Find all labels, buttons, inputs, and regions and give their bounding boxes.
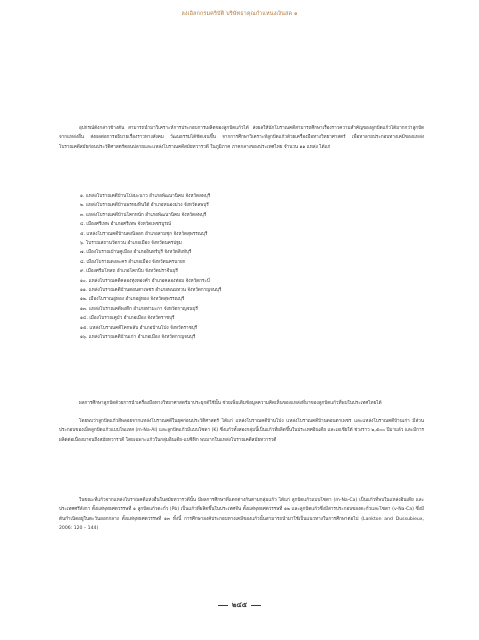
list-item: ๒. แหล่งโบราณคดีบ้านพรหมทินใต้ อำเภอหนองม่วง จังหวัดลพบุรี: [80, 203, 209, 209]
list-item: ๑. แหล่งโบราณคดีบ้านโป่งมะนาว อำเภอพัฒนานิคม จังหวัดลพบุรี: [80, 194, 211, 199]
list-item: ๙. เมืองศรีมโหสถ อำเภอโคกปีบ จังหวัดปราจีนบุรี: [80, 269, 178, 275]
footer-rule-left: [218, 605, 228, 606]
running-header: ลงเอิลกกรมคริบัติ บริษัทธาคุณกำแหนงเงินสด ๑: [181, 11, 298, 17]
list-item: ๔. เมืองศรีเทพ อำเภอศรีเทพ จังหวัดเพชรบูรณ์: [80, 222, 171, 228]
list-item: ๘. เมืองโบราณดงละคร อำเภอเมือง จังหวัดนครนายก: [80, 259, 186, 265]
list-item: ๑๓. แหล่งโบราณคดีพงตึก อำเภอท่ามะกา จังหวัดกาญจนบุรี: [80, 306, 198, 312]
paragraph-dvaravati: ในขณะที่แก้วจากแหล่งโบราณคดีแห่งอื่นในสมัยทวารวดีนั้น มีผลการศึกษาที่แตกต่างกันตามกลุ่มแก้ว ได้แก่ ลูกปัดแก้วแบบโซดา (m-Na-Ca) เป็นแก้วที่พบในแหล่งอินเดีย และประเทศศรีลังกา ตั้งแต่พุทธศตวรรษที่ ๑ ลูกปัดแก้วตะกั่ว (Pb) เป็นแก้วที่ผลิตขึ้นในประเทศจีน ตั้งแต่พุทธศตวรรษที่ ๑๒ และลูกปัดแก้วซึ่งมีสารประกอบของตะกั่วและโซดา (v-Na-Ca) ซึ่งมีต้นกำเนิดอยู่ในตะวันออกกลาง ตั้งแต่พุทธศตวรรษที่ ๑๓ ทั้งนี้ การศึกษาองค์ประกอบทางเคมีของแก้วนั้นสามารถนำมาใช้เป็นแนวทางในการศึกษาต่อไป (Lankton and Dussubieux, 2006: 120 – 144): [59, 498, 424, 532]
paragraph-results: โดยพบว่าลูกปัดแก้วสีพลอยจากแหล่งโบราณคดีในยุคก่อนประวัติศาสตร์ ได้แก่ แหล่งโบราณคดีบ้านโป่ง แหล่งโบราณคดีบ้านดอนตาเพชร และแหล่งโบราณคดีบ้านเก่า มีส่วนประกอบของเม็ดลูกปัดแก้วแบบโพแทส (m-Na-Al) และลูกปัดแก้วมีแบบโซดา (K) ซึ่งแก้วทั้งสองกลุ่มนี้เป็นแก้วที่ผลิตขึ้นในประเทศอินเดีย และเอเชียใต้ ช่วงราว ๒,๕๐๐ ปีมาแล้ว และมีการผลิตต่อเนื่องมาจนถึงสมัยทวารวดี โดยเฉพาะแก้วในกลุ่มอินเดีย-แปซิฟิก พบมากในแหล่งโบราณคดีสมัยทวารวดี: [59, 419, 424, 443]
list-item: ๑๐. แหล่งโบราณคดีคลองทุ่งทองคำ อำเภอคลองท่อม จังหวัดกระบี่: [80, 278, 210, 284]
paragraph-intro: อุปกรณ์ดังกล่าวข้างต้น สามารถนำมาวิเคราะห์การประกอบการเผลิตของลูกปัดแก้วได้ ส่งผลให้นักโบราณคดีสามารถศึกษาเรื่องราวความสำคัญของลูกปัดแก้วได้มากกว่าลูกปัดจากแหล่งอื่น ส่งผลต่อการอธิบายเรื่องราวทางสังคม วัฒนธรรมได้ชัดเจนขึ้น จากการศึกษาวิเคราะห์ลูกปัดแก้วด้วยเครื่องมือทางวิทยาศาสตร์ เพื่อหาลายประกอบทางเคมีของแหล่งโบราณคดีสมัยก่อนประวัติศาสตร์ตอนปลายและแหล่งโบราณคดีสมัยทวารวดี ในภูมิภาค ภาคกลางของประเทศไทย จำนวน ๑๑ แหล่ง ได้แก่: [59, 126, 424, 150]
list-item: ๑๔. เมืองโบราณคูบัว อำเภอเมือง จังหวัดราชบุรี: [80, 316, 175, 322]
list-item: ๑๒. เมืองโบราณอู่ทอง อำเภออู่ทอง จังหวัดสุพรรณบุรี: [80, 297, 185, 303]
paragraph-results-intro: ผลการศึกษาลูกปัดด้วยการนำเครื่องมือทางวิทยาศาสตร์มาประยุกต์ใช้นั้น ช่วยเพิ่มเติมข้อมูลความคิดเห็นของแหล่งที่มาของลูกปัดแก้วที่พบในประเทศไทยได้: [79, 401, 382, 406]
list-item: ๓. แหล่งโบราณคดีบ้านโคกหนัก อำเภอพัฒนานิคม จังหวัดลพบุรี: [80, 212, 207, 218]
list-item: ๑๖. แหล่งโบราณคดีบ้านเก่า อำเภอเมือง จังหวัดกาญจนบุรี: [80, 335, 196, 341]
site-list: [80, 192, 420, 343]
page-number: ๒๔๕: [231, 601, 248, 609]
page-footer: [0, 600, 479, 611]
list-item: ๑๑. แหล่งโบราณคดีบ้านดอนตาเพชร อำเภอพนมทวน จังหวัดกาญจนบุรี: [80, 288, 222, 294]
list-item: ๖. โบราณสถานวัดกวน อำเภอเมือง จังหวัดนครปฐม: [80, 241, 182, 247]
list-item: ๗. เมืองโบราณบ้านคูเมือง อำเภออินทร์บุรี จังหวัดสิงห์บุรี: [80, 250, 192, 256]
footer-rule-right: [251, 605, 261, 606]
list-item: ๕. แหล่งโบราณคดีบ้านดงนิลอก อำเภอสามชุก จังหวัดสุพรรณบุรี: [80, 231, 208, 237]
list-item: ๑๕. แหล่งโบราณคดีโคกพลับ อำเภอบ้านโป่ง จังหวัดราชบุรี: [80, 325, 198, 331]
